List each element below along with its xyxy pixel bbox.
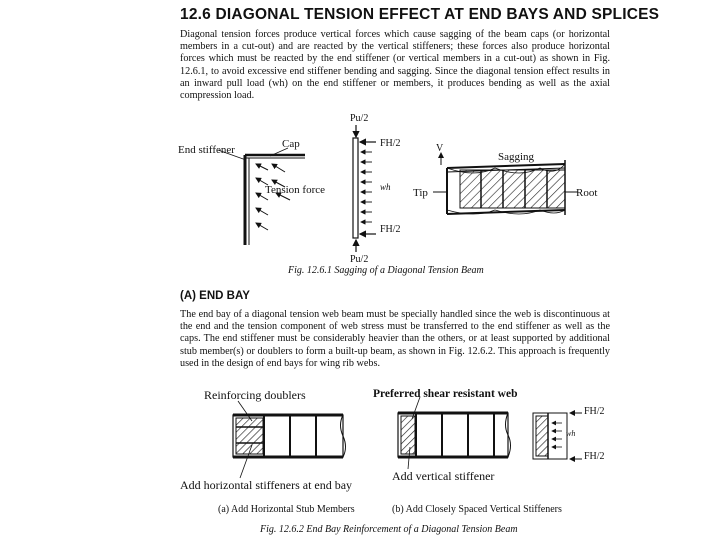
figure-2-caption: Fig. 12.6.2 End Bay Reinforcement of a Diagonal Tension Beam	[260, 524, 518, 535]
wh-label: wh	[380, 182, 391, 192]
stiffener-free-body-b	[533, 406, 605, 462]
fh-bottom-label: FH/2	[380, 224, 401, 235]
tip-label: Tip	[413, 187, 428, 199]
add-horizontal-label: Add horizontal stiffeners at end bay	[180, 478, 353, 492]
cap-label: Cap	[282, 138, 300, 150]
end-bay-subheading: (A) END BAY	[180, 290, 250, 302]
end-stiffener-diagram	[178, 138, 325, 245]
end-stiffener-label: End stiffener	[178, 144, 235, 156]
figure-12-6-2	[0, 385, 720, 525]
reinforcing-doublers-label: Reinforcing doublers	[204, 388, 306, 402]
v-label: V	[436, 143, 444, 154]
beam-a-diagram	[180, 388, 355, 515]
intro-paragraph: Diagonal tension forces produce vertical forces which cause sagging of the beam caps (or horizontal members in a cut-out) and are reacted by the vertical stiffeners; these forces also produce horizontal forces which must be reacted by the end stiffener (or vertical members in a cut-out) as shown in Fig. 12.6.1, to avoid excessive end stiffener bending and sagging. Since the diagonal tension effect results in an inward pull load (wh) on the end stiffener or members, it produces bending as well as the axial compression load.	[180, 29, 610, 102]
figure-1-caption: Fig. 12.6.1 Sagging of a Diagonal Tension Beam	[288, 265, 484, 276]
section-heading: 12.6 DIAGONAL TENSION EFFECT AT END BAYS AND SPLICES	[180, 6, 660, 23]
subcaption-b: (b) Add Closely Spaced Vertical Stiffeners	[392, 504, 562, 515]
stiffener-free-body	[350, 113, 401, 265]
sagging-beam-diagram	[413, 143, 597, 215]
end-bay-paragraph: The end bay of a diagonal tension web beam must be specially handled since the web is discontinuous at the end and the tension component of web stress must be transferred to the end stiffener as well as the caps. The end stiffener must be considerably heavier than the others, or at least supported by additional stub member(s) or doublers to form a built-up beam, as shown in Fig. 12.6.2. This approach is frequently used in the design of end bays for wing rib webs.	[180, 309, 610, 369]
beam-b-diagram	[373, 388, 562, 515]
add-vertical-label: Add vertical stiffener	[392, 469, 495, 483]
pu-top-label: Pu/2	[350, 113, 369, 124]
root-label: Root	[576, 187, 598, 199]
tension-force-label: Tension force	[265, 184, 326, 196]
fh-top-label: FH/2	[380, 138, 401, 149]
preferred-web-label: Preferred shear resistant web	[373, 388, 518, 400]
wh-b-label: wh	[566, 429, 576, 438]
fh-top-b-label: FH/2	[584, 406, 605, 417]
subcaption-a: (a) Add Horizontal Stub Members	[218, 504, 355, 515]
sagging-label: Sagging	[498, 151, 535, 163]
fh-bottom-b-label: FH/2	[584, 451, 605, 462]
pu-bottom-label: Pu/2	[350, 254, 369, 265]
